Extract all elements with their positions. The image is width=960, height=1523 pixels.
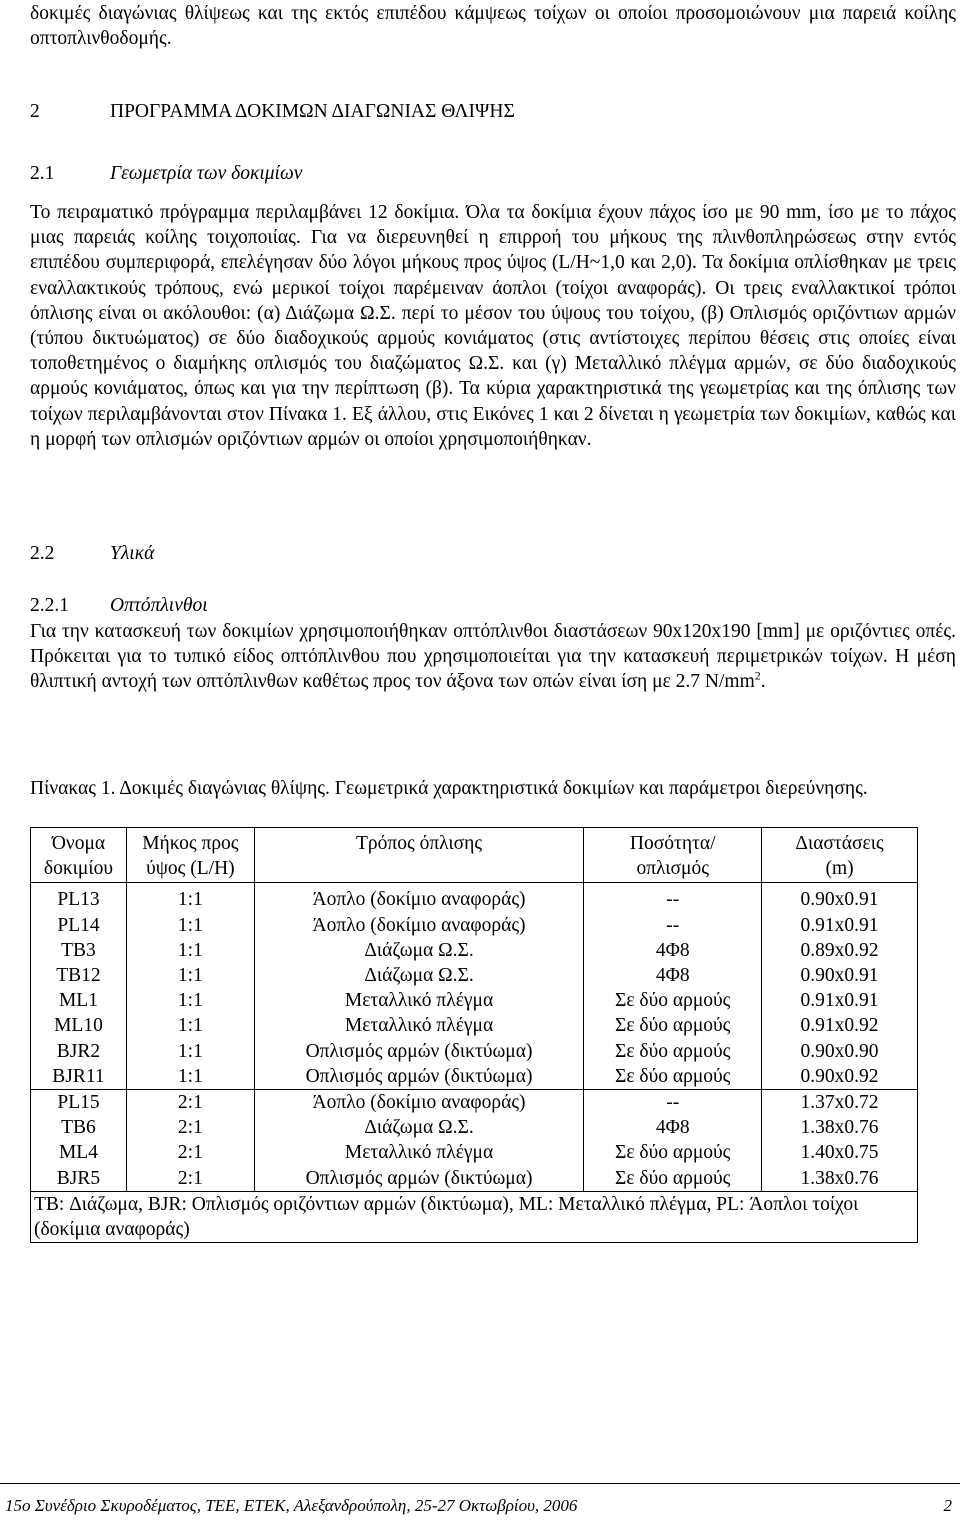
page-footer	[0, 1483, 960, 1515]
section-title: Υλικά	[110, 543, 155, 564]
section-2-2-1-heading	[30, 593, 208, 618]
section-2-1-heading	[30, 161, 302, 186]
cell-dimensions: 0.90x0.90	[762, 1039, 918, 1064]
section-2-1-body: Το πειραματικό πρόγραμμα περιλαμβάνει 12 δοκίμια. Όλα τα δοκίμια έχουν πάχος ίσο με 90 mm, ίσο με το πάχος μιας παρειάς κοίλης τοιχοποιίας. Για να διερευνηθεί η επιρροή του μήκους της πλινθοπληρώσεως στην εντός επιπέδου συμπεριφορά, επελέγησαν δύο λόγοι μήκους προς ύψος (L/H~1,0 και 2,0). Τα δοκίμια οπλίσθηκαν με τρεις εναλλακτικούς τρόπους, ενώ μερικοί τοίχοι παρέμειναν άοπλοι (τοίχοι αναφοράς). Οι τρεις εναλλακτικοί τρόποι όπλισης είναι οι ακόλουθοι: (α) Διάζωμα Ω.Σ. περί το μέσον του ύψους του τοίχου, (β) Οπλισμός οριζόντιων αρμών (τύπου δικτυώματος) σε δύο διαδοχικούς αρμούς κονιάματος (στις αντίστοιχες περίπου θέσεις στις οποίες είναι τοποθετημένος ο διαμήκης οπλισμός του διαζώματος Ω.Σ. και (γ) Μεταλλικό πλέγμα αρμών, σε δύο διαδοχικούς αρμούς κονιάματος, όπως και για την περίπτωση (β). Τα κύρια χαρακτηριστικά της γεωμετρίας και της όπλισης των τοίχων περιλαμβάνονται στον Πίνακα 1. Εξ άλλου, στις Εικόνες 1 και 2 δίνεται η γεωμετρία των δοκιμίων, καθώς και η μορφή των οπλισμών οριζόντιων αρμών οι οποίοι χρησιμοποιήθηκαν.	[30, 202, 956, 450]
cell-ratio: 1:1	[126, 913, 254, 938]
table-group-ratio-2	[31, 1090, 918, 1192]
cell-name: PL15	[31, 1090, 127, 1116]
cell-quantity: Σε δύο αρμούς	[584, 1039, 762, 1064]
section-number: 2	[30, 101, 40, 122]
cell-dimensions: 0.91x0.92	[762, 1013, 918, 1038]
cell-ratio: 2:1	[126, 1166, 254, 1192]
cell-quantity: Σε δύο αρμούς	[584, 1064, 762, 1090]
cell-ratio: 1:1	[126, 988, 254, 1013]
cell-dimensions: 0.91x0.91	[762, 988, 918, 1013]
cell-ratio: 1:1	[126, 1064, 254, 1090]
table-row	[31, 1140, 918, 1165]
cell-quantity: --	[584, 883, 762, 913]
cell-quantity: Σε δύο αρμούς	[584, 1013, 762, 1038]
table-row	[31, 1166, 918, 1192]
table-row	[31, 1064, 918, 1090]
cell-mode: Άοπλο (δοκίμιο αναφοράς)	[254, 1090, 584, 1116]
table-row	[31, 1115, 918, 1140]
section-2-2-1-body	[30, 619, 956, 695]
conference-name: 15ο Συνέδριο Σκυροδέματος, ΤΕΕ, ΕΤΕΚ, Αλεξανδρούπολη, 25-27 Οκτωβρίου, 2006	[5, 1496, 578, 1515]
header-quantity: Ποσότητα/ οπλισμός	[584, 828, 762, 883]
cell-mode: Οπλισμός αρμών (δικτύωμα)	[254, 1039, 584, 1064]
body-end: .	[760, 671, 766, 693]
header-mode: Τρόπος όπλισης	[254, 828, 584, 883]
cell-name: BJR11	[31, 1064, 127, 1090]
table-row	[31, 1090, 918, 1116]
cell-mode: Διάζωμα Ω.Σ.	[254, 963, 584, 988]
table-group-ratio-1	[31, 883, 918, 1090]
cell-mode: Άοπλο (δοκίμιο αναφοράς)	[254, 883, 584, 913]
table-header	[31, 828, 918, 883]
cell-ratio: 2:1	[126, 1090, 254, 1116]
section-number: 2.2.1	[30, 595, 69, 616]
cell-dimensions: 1.40x0.75	[762, 1140, 918, 1165]
cell-name: ML1	[31, 988, 127, 1013]
cell-quantity: 4Φ8	[584, 938, 762, 963]
cell-quantity: Σε δύο αρμούς	[584, 988, 762, 1013]
page-number: 2	[943, 1496, 952, 1515]
cell-quantity: --	[584, 913, 762, 938]
section-number: 2.2	[30, 543, 55, 564]
cell-ratio: 1:1	[126, 963, 254, 988]
cell-name: ML10	[31, 1013, 127, 1038]
cell-dimensions: 0.90x0.92	[762, 1064, 918, 1090]
section-title: Γεωμετρία των δοκιμίων	[110, 163, 303, 184]
header-ratio: Μήκος προς ύψος (L/H)	[126, 828, 254, 883]
cell-name: PL14	[31, 913, 127, 938]
table-row	[31, 1039, 918, 1064]
cell-quantity: Σε δύο αρμούς	[584, 1140, 762, 1165]
cell-ratio: 2:1	[126, 1115, 254, 1140]
cell-mode: Μεταλλικό πλέγμα	[254, 988, 584, 1013]
table-row	[31, 1013, 918, 1038]
intro-paragraph: δοκιμές διαγώνιας θλίψεως και της εκτός επιπέδου κάμψεως τοίχων οι οποίοι προσομοιώνουν μια παρειά κοίλης οπτοπλινθοδομής.	[30, 3, 956, 50]
body-text: Για την κατασκευή των δοκιμίων χρησιμοποιήθηκαν οπτόπλινθοι διαστάσεων 90x120x190 [mm] με οριζόντιες οπές. Πρόκειται για το τυπικό είδος οπτόπλινθου που χρησιμοποιείται για την κατασκευή περιμετρικών τοίχων. Η μέση θλιπτική αντοχή των οπτόπλινθων καθέτως προς τον άξονα των οπών είναι ίση με 2.7 N/mm	[30, 621, 956, 693]
cell-ratio: 1:1	[126, 938, 254, 963]
superscript: 2	[754, 668, 761, 683]
cell-mode: Διάζωμα Ω.Σ.	[254, 1115, 584, 1140]
cell-name: ML4	[31, 1140, 127, 1165]
specimen-table	[30, 827, 918, 1243]
table-row	[31, 988, 918, 1013]
table-caption: Πίνακας 1. Δοκιμές διαγώνιας θλίψης. Γεωμετρικά χαρακτηριστικά δοκιμίων και παράμετροι διερεύνησης.	[30, 778, 868, 799]
cell-quantity: 4Φ8	[584, 1115, 762, 1140]
cell-dimensions: 0.89x0.92	[762, 938, 918, 963]
table-row	[31, 883, 918, 913]
cell-dimensions: 1.38x0.76	[762, 1166, 918, 1192]
cell-name: BJR2	[31, 1039, 127, 1064]
section-title: Οπτόπλινθοι	[110, 595, 208, 616]
section-title: ΠΡΟΓΡΑΜΜΑ ΔΟΚΙΜΩΝ ΔΙΑΓΩΝΙΑΣ ΘΛΙΨΗΣ	[110, 101, 515, 122]
cell-name: TB6	[31, 1115, 127, 1140]
cell-name: PL13	[31, 883, 127, 913]
cell-ratio: 1:1	[126, 1039, 254, 1064]
cell-quantity: Σε δύο αρμούς	[584, 1166, 762, 1192]
cell-ratio: 1:1	[126, 1013, 254, 1038]
table-row	[31, 963, 918, 988]
cell-ratio: 1:1	[126, 883, 254, 913]
cell-dimensions: 0.90x0.91	[762, 963, 918, 988]
cell-quantity: 4Φ8	[584, 963, 762, 988]
cell-quantity: --	[584, 1090, 762, 1116]
header-name: Όνομα δοκιμίου	[31, 828, 127, 883]
section-2-heading	[30, 99, 515, 124]
cell-mode: Οπλισμός αρμών (δικτύωμα)	[254, 1166, 584, 1192]
table-row	[31, 938, 918, 963]
cell-dimensions: 0.91x0.91	[762, 913, 918, 938]
table-row	[31, 913, 918, 938]
cell-mode: Μεταλλικό πλέγμα	[254, 1013, 584, 1038]
cell-dimensions: 1.38x0.76	[762, 1115, 918, 1140]
cell-name: TB3	[31, 938, 127, 963]
cell-mode: Άοπλο (δοκίμιο αναφοράς)	[254, 913, 584, 938]
section-2-2-heading	[30, 541, 154, 566]
cell-dimensions: 0.90x0.91	[762, 883, 918, 913]
cell-name: TB12	[31, 963, 127, 988]
table-footnote: TB: Διάζωμα, BJR: Οπλισμός οριζόντιων αρμών (δικτύωμα), ML: Μεταλλικό πλέγμα, PL: Άοπλοι τοίχοι (δοκίμια αναφοράς)	[31, 1191, 918, 1242]
cell-name: BJR5	[31, 1166, 127, 1192]
section-number: 2.1	[30, 163, 55, 184]
cell-mode: Οπλισμός αρμών (δικτύωμα)	[254, 1064, 584, 1090]
cell-ratio: 2:1	[126, 1140, 254, 1165]
cell-dimensions: 1.37x0.72	[762, 1090, 918, 1116]
cell-mode: Διάζωμα Ω.Σ.	[254, 938, 584, 963]
cell-mode: Μεταλλικό πλέγμα	[254, 1140, 584, 1165]
header-dimensions: Διαστάσεις (m)	[762, 828, 918, 883]
